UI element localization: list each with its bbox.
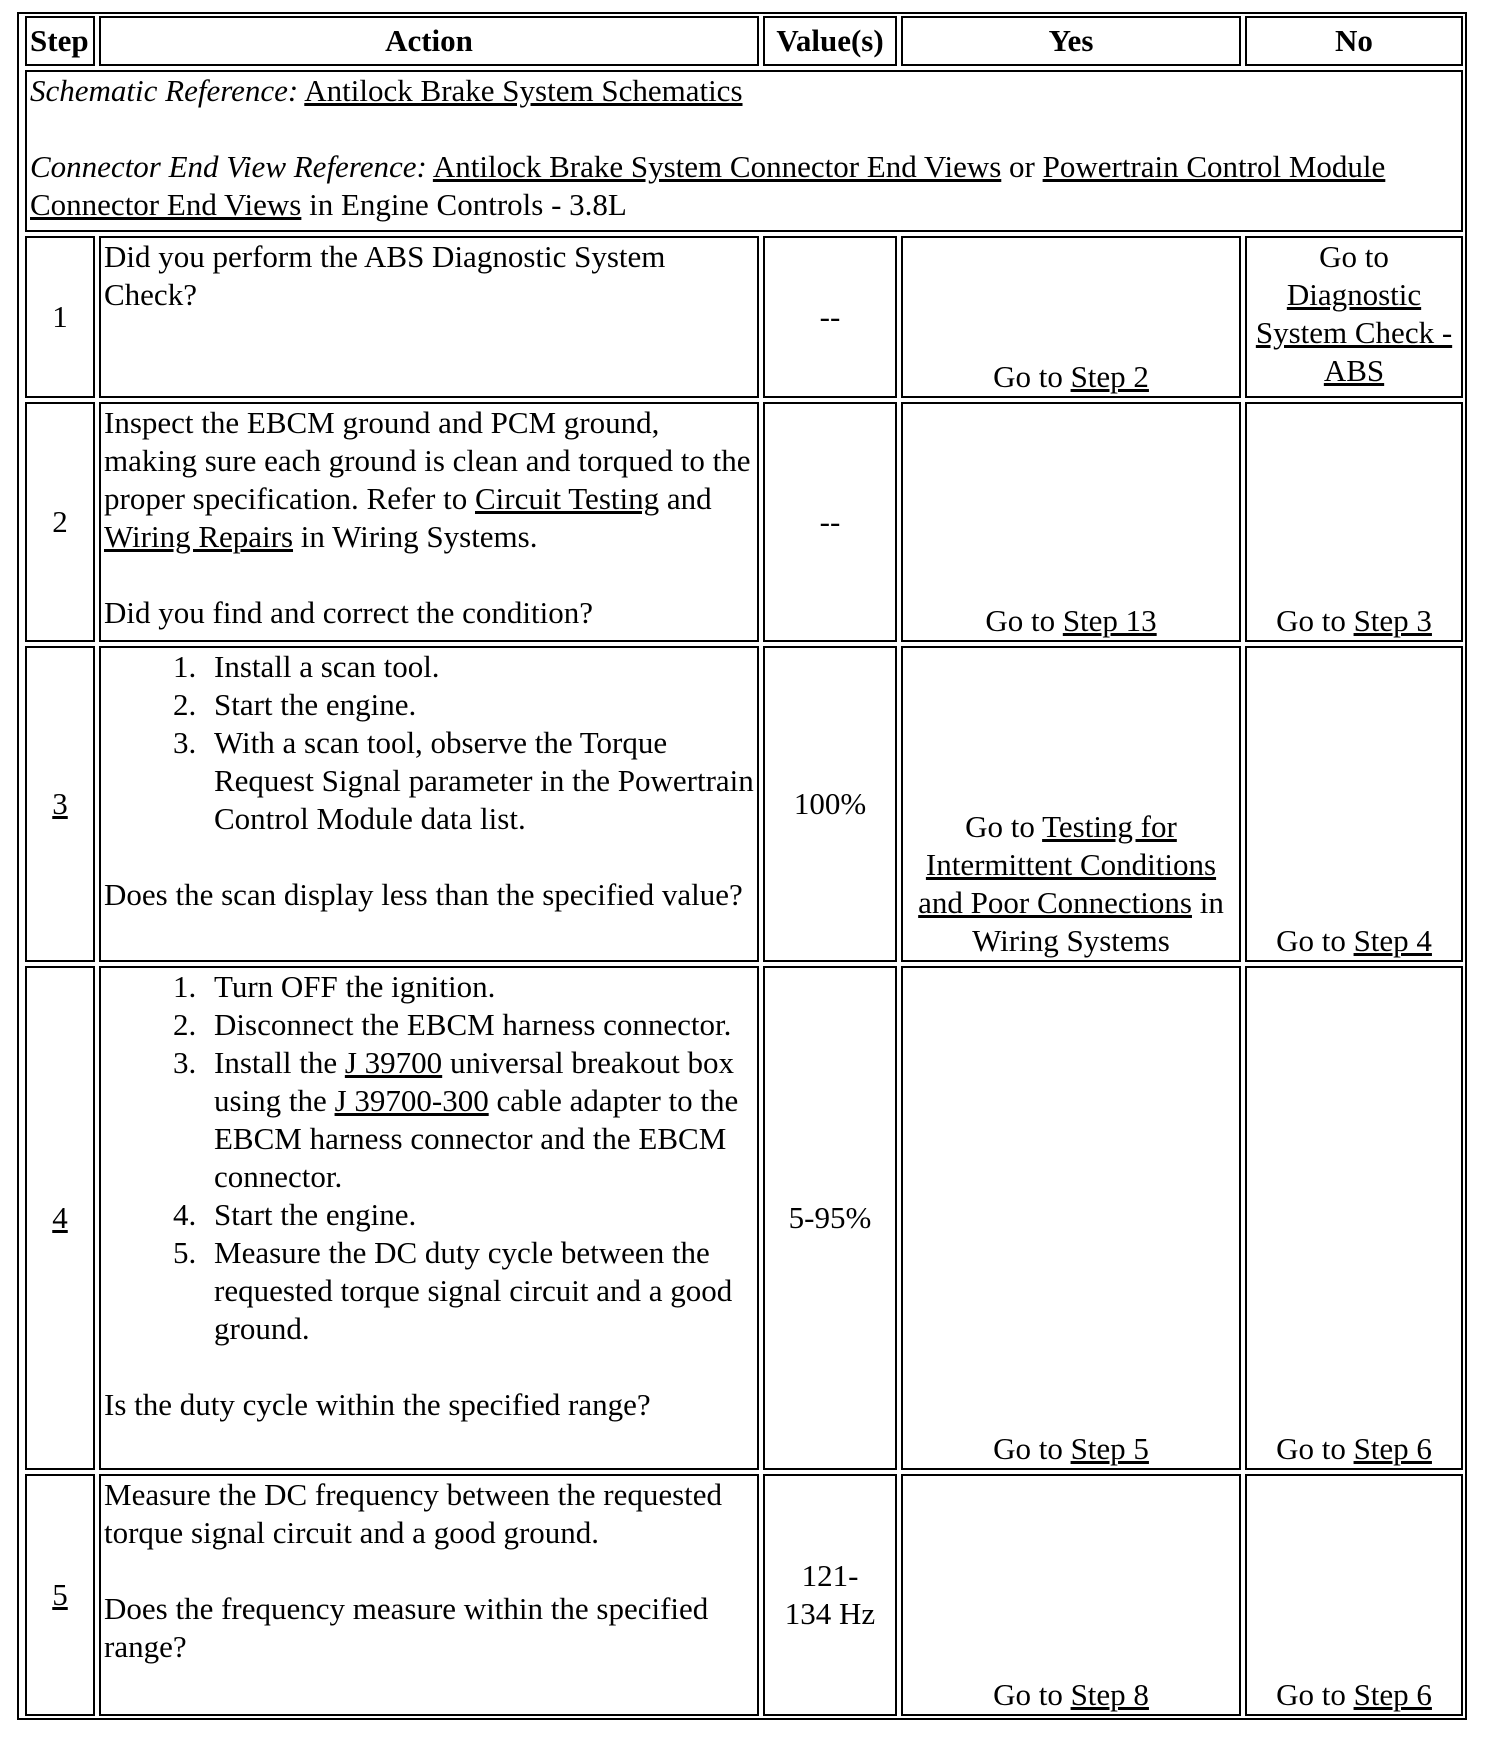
table-row [25,966,1463,1470]
action-cell [99,646,759,962]
header-values: Value(s) [763,16,897,66]
no-cell [1245,1474,1463,1716]
yes-link[interactable]: Step 8 [1070,1677,1149,1712]
yes-cell [901,1474,1241,1716]
action-question: Did you find and correct the condition? [104,595,593,630]
no-link[interactable]: Diagnostic System Check - ABS [1255,277,1453,388]
schematic-reference [30,72,1458,110]
step-number [25,1474,95,1716]
list-item: 1. Install a scan tool. [204,648,754,686]
no-prefix: Go to [1276,1431,1346,1466]
yes-prefix: Go to [993,359,1063,394]
action-text: Inspect the EBCM ground and PCM ground, making sure each ground is clean and torqued to the proper specification. Refer to [104,405,751,516]
list-item: 5. Measure the DC duty cycle between the requested torque signal circuit and a good ground. [204,1234,754,1348]
action-question: Does the frequency measure within the specified range? [104,1591,709,1664]
no-prefix: Go to [1276,923,1346,958]
diagnostic-table [21,12,1467,1720]
no-link[interactable]: Step 3 [1353,603,1432,638]
value-line: 134 Hz [784,1596,876,1631]
list-item: 3. With a scan tool, observe the Torque Request Signal parameter in the Powertrain Control Module data list. [204,724,754,838]
yes-cell [901,646,1241,962]
or-text: or [1009,149,1035,184]
yes-suffix: in Wiring Systems [972,885,1224,958]
tool-link-j39700[interactable]: J 39700 [344,1045,443,1080]
header-step: Step [25,16,95,66]
yes-prefix: Go to [993,1431,1063,1466]
connector-suffix: in Engine Controls - 3.8L [309,187,627,222]
value-cell: -- [763,402,897,642]
action-cell [99,966,759,1470]
step-number [25,966,95,1470]
diagnostic-table-frame [17,12,1467,1720]
and-text: and [666,481,712,516]
tool-link-j39700-300[interactable]: J 39700-300 [334,1083,489,1118]
step-link[interactable]: 5 [52,1577,68,1612]
list-item: 2. Start the engine. [204,686,754,724]
list-item: 1. Turn OFF the ignition. [204,968,754,1006]
list-item: 2. Disconnect the EBCM harness connector. [204,1006,754,1044]
step-number [25,646,95,962]
header-row [25,16,1463,66]
yes-prefix: Go to [993,1677,1063,1712]
wiring-repairs-link[interactable]: Wiring Repairs [104,519,294,554]
step-link[interactable]: 4 [52,1200,68,1235]
table-row [25,1474,1463,1716]
schematic-reference-label: Schematic Reference: [30,73,299,108]
no-prefix: Go to [1276,1677,1346,1712]
action-question: Is the duty cycle within the specified range? [104,1387,651,1422]
action-cell [99,1474,759,1716]
no-prefix: Go to [1276,603,1346,638]
value-line: 121- [801,1558,859,1593]
yes-prefix: Go to [965,809,1035,844]
no-link[interactable]: Step 6 [1353,1677,1432,1712]
value-cell: 100% [763,646,897,962]
header-yes: Yes [901,16,1241,66]
list-text: Install the [214,1045,338,1080]
list-text: cable adapter to the EBCM harness connector and the EBCM connector. [214,1083,739,1194]
step-number: 2 [25,402,95,642]
no-link[interactable]: Step 4 [1353,923,1432,958]
circuit-testing-link[interactable]: Circuit Testing [475,481,660,516]
instruction-list [104,968,754,1348]
action-cell: Did you perform the ABS Diagnostic System Check? [99,236,759,398]
connector-reference [30,148,1458,224]
pcm-connector-link[interactable]: Powertrain Control Module Connector End Views [30,149,1386,222]
yes-link[interactable]: Step 13 [1062,603,1157,638]
schematic-link[interactable]: Antilock Brake System Schematics [304,73,743,108]
value-cell [763,1474,897,1716]
reference-row [25,70,1463,232]
yes-link[interactable]: Testing for Intermittent Conditions and Poor Connections [918,809,1217,920]
table-row [25,236,1463,398]
no-cell [1245,236,1463,398]
header-action: Action [99,16,759,66]
action-question: Does the scan display less than the specified value? [104,877,743,912]
no-cell [1245,402,1463,642]
no-prefix: Go to [1319,239,1389,274]
instruction-list [104,648,754,838]
yes-prefix: Go to [985,603,1056,638]
header-no: No [1245,16,1463,66]
yes-link[interactable]: Step 2 [1070,359,1149,394]
action-cell [99,402,759,642]
value-cell: -- [763,236,897,398]
connector-reference-label: Connector End View Reference: [30,149,427,184]
abs-connector-link[interactable]: Antilock Brake System Connector End Views [432,149,1002,184]
yes-cell [901,966,1241,1470]
step-number: 1 [25,236,95,398]
no-cell [1245,646,1463,962]
action-text: in Wiring Systems. [300,519,538,554]
step-link[interactable]: 3 [52,786,68,821]
table-row [25,402,1463,642]
list-item: 4. Start the engine. [204,1196,754,1234]
list-item [204,1044,754,1196]
value-cell: 5-95% [763,966,897,1470]
no-link[interactable]: Step 6 [1353,1431,1432,1466]
yes-cell [901,402,1241,642]
table-row [25,646,1463,962]
action-text: Measure the DC frequency between the requested torque signal circuit and a good ground. [104,1477,723,1550]
yes-link[interactable]: Step 5 [1070,1431,1149,1466]
list-text: universal breakout box using the [214,1045,735,1118]
no-cell [1245,966,1463,1470]
reference-cell [25,70,1463,232]
yes-cell [901,236,1241,398]
